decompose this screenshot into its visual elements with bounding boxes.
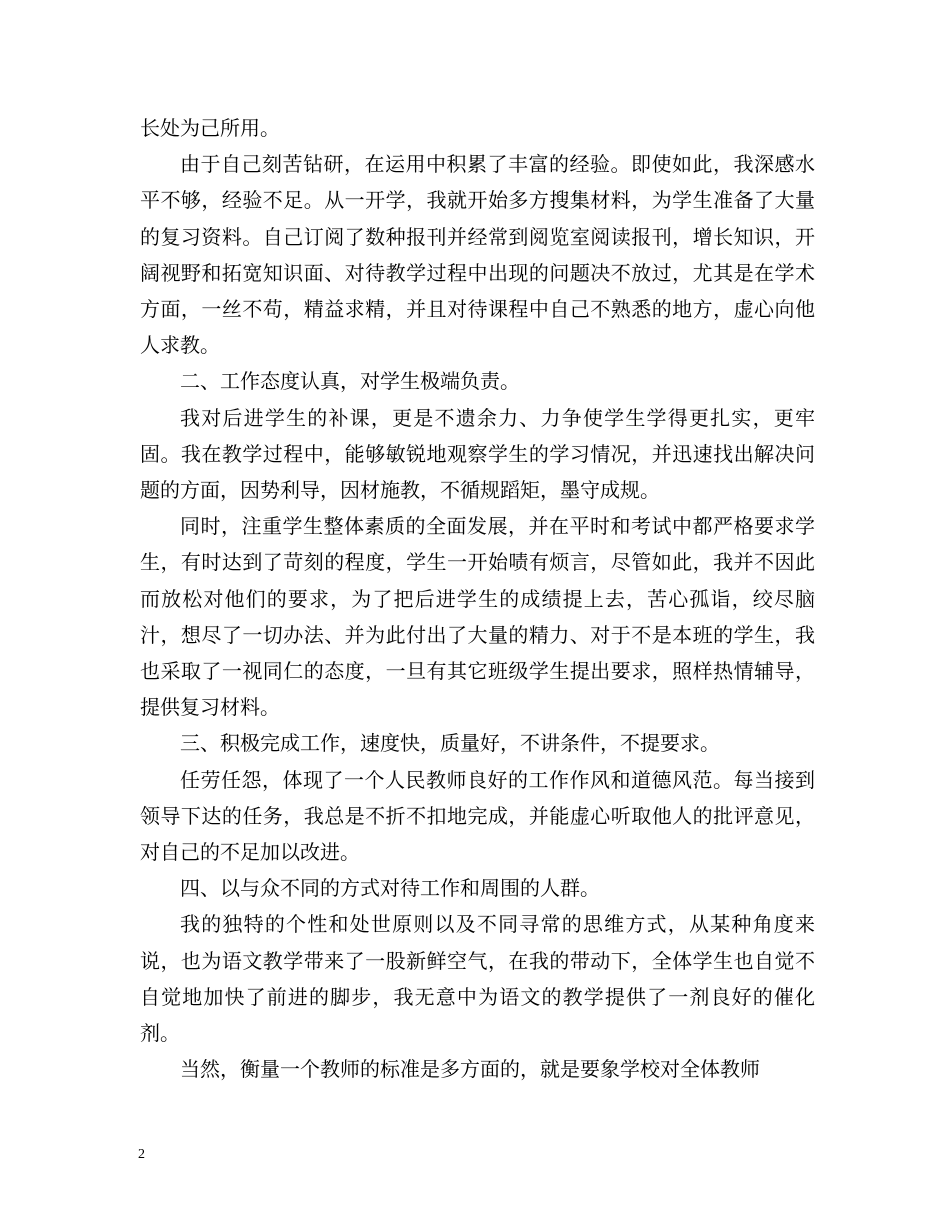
page-number: 2 (138, 1147, 145, 1162)
paragraph: 任劳任怨，体现了一个人民教师良好的工作作风和道德风范。每当接到领导下达的任务，我总是不折不扣地完成，并能虚心听取他人的批评意见，对自己的不足加以改进。 (140, 767, 815, 865)
paragraph: 同时，注重学生整体素质的全面发展，并在平时和考试中都严格要求学生，有时达到了苛刻的程度，学生一开始啧有烦言，尽管如此，我并不因此而放松对他们的要求，为了把后进学生的成绩提上去，苦心孤诣，绞尽脑汁，想尽了一切办法、并为此付出了大量的精力、对于不是本班的学生，我也采取了一视同仁的态度，一旦有其它班级学生提出要求，照样热情辅导，提供复习材料。 (140, 514, 815, 720)
paragraph: 由于自己刻苦钻研，在运用中积累了丰富的经验。即使如此，我深感水平不够，经验不足。从一开学，我就开始多方搜集材料，为学生准备了大量的复习资料。自己订阅了数种报刊并经常到阅览室阅读报刊，增长知识，开阔视野和拓宽知识面、对待教学过程中出现的问题决不放过，尤其是在学术方面，一丝不苟，精益求精，并且对待课程中自己不熟悉的地方，虚心向他人求教。 (140, 152, 815, 358)
section-heading: 三、积极完成工作，速度快，质量好，不讲条件，不提要求。 (180, 731, 720, 756)
document-body (140, 110, 815, 1087)
paragraph: 长处为己所用。 (140, 116, 280, 140)
paragraph: 我的独特的个性和处世原则以及不同寻常的思维方式，从某种角度来说，也为语文教学带来了一股新鲜空气，在我的带动下，全体学生也自觉不自觉地加快了前进的脚步，我无意中为语文的教学提供了一剂良好的催化剂。 (140, 912, 815, 1046)
paragraph: 我对后进学生的补课，更是不遗余力、力争使学生学得更扎实，更牢固。我在教学过程中，能够敏锐地观察学生的学习情况，并迅速找出解决问题的方面，因势利导，因材施教，不循规蹈矩，墨守成规。 (140, 405, 815, 503)
paragraph: 当然，衡量一个教师的标准是多方面的，就是要象学校对全体教师 (180, 1057, 760, 1082)
section-heading: 二、工作态度认真，对学生极端负责。 (180, 369, 520, 394)
section-heading: 四、以与众不同的方式对待工作和周围的人群。 (180, 876, 600, 901)
